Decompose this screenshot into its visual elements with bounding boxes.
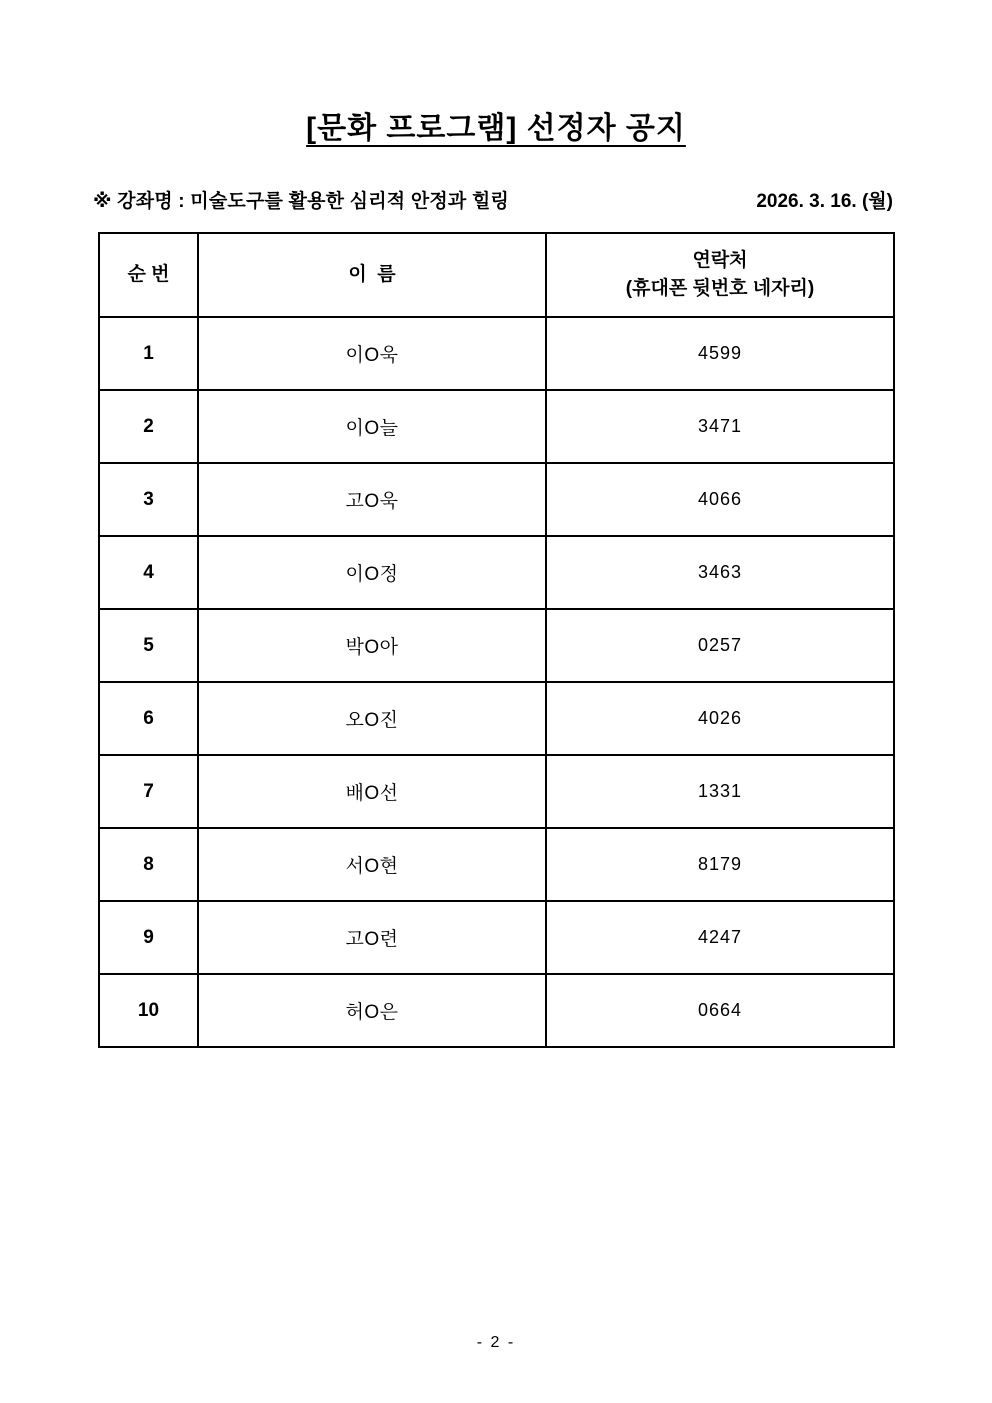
row-name-cell: 박O아 [198, 609, 546, 682]
table-header-row [99, 233, 894, 317]
table-row [99, 463, 894, 536]
subtitle-row [93, 186, 893, 213]
row-number-cell: 6 [99, 682, 198, 755]
document-date: 2026. 3. 16. (월) [756, 191, 893, 212]
row-name-cell: 서O현 [198, 828, 546, 901]
row-phone-cell: 0257 [546, 609, 894, 682]
row-number-cell: 1 [99, 317, 198, 390]
row-phone-cell: 4247 [546, 901, 894, 974]
row-number-cell: 8 [99, 828, 198, 901]
row-phone-cell: 4026 [546, 682, 894, 755]
row-phone-cell: 8179 [546, 828, 894, 901]
row-phone-cell: 3463 [546, 536, 894, 609]
table-row [99, 755, 894, 828]
table-row [99, 536, 894, 609]
page-number: - 2 - [476, 1334, 516, 1351]
row-phone-cell: 4066 [546, 463, 894, 536]
row-name-cell: 오O진 [198, 682, 546, 755]
row-name-cell: 허O은 [198, 974, 546, 1047]
row-name-cell: 이O욱 [198, 317, 546, 390]
page-title-text: [문화 프로그램] 선정자 공지 [306, 112, 686, 145]
row-name-cell: 이O정 [198, 536, 546, 609]
row-phone-cell: 1331 [546, 755, 894, 828]
column-header-name: 이 름 [198, 233, 546, 317]
row-number-cell: 5 [99, 609, 198, 682]
row-number-cell: 7 [99, 755, 198, 828]
row-name-cell: 이O늘 [198, 390, 546, 463]
column-header-contact [546, 233, 894, 317]
row-name-cell: 배O선 [198, 755, 546, 828]
column-header-no: 순 번 [99, 233, 198, 317]
row-number-cell: 9 [99, 901, 198, 974]
row-name-cell: 고O욱 [198, 463, 546, 536]
table-row [99, 828, 894, 901]
table-row [99, 390, 894, 463]
table-row [99, 682, 894, 755]
row-number-cell: 2 [99, 390, 198, 463]
row-phone-cell: 4599 [546, 317, 894, 390]
column-header-contact-line2: (휴대폰 뒷번호 네자리) [625, 278, 815, 299]
row-number-cell: 10 [99, 974, 198, 1047]
column-header-contact-line1: 연락처 [692, 250, 748, 272]
row-number-cell: 3 [99, 463, 198, 536]
table-row [99, 609, 894, 682]
selectee-table [98, 232, 895, 1048]
table-row [99, 317, 894, 390]
course-name-label: ※ 강좌명 : 미술도구를 활용한 심리적 안정과 힐링 [93, 191, 510, 212]
page-title [0, 103, 992, 147]
table-row [99, 901, 894, 974]
row-phone-cell: 3471 [546, 390, 894, 463]
table-body [99, 317, 894, 1047]
table-row [99, 974, 894, 1047]
row-name-cell: 고O련 [198, 901, 546, 974]
row-number-cell: 4 [99, 536, 198, 609]
row-phone-cell: 0664 [546, 974, 894, 1047]
